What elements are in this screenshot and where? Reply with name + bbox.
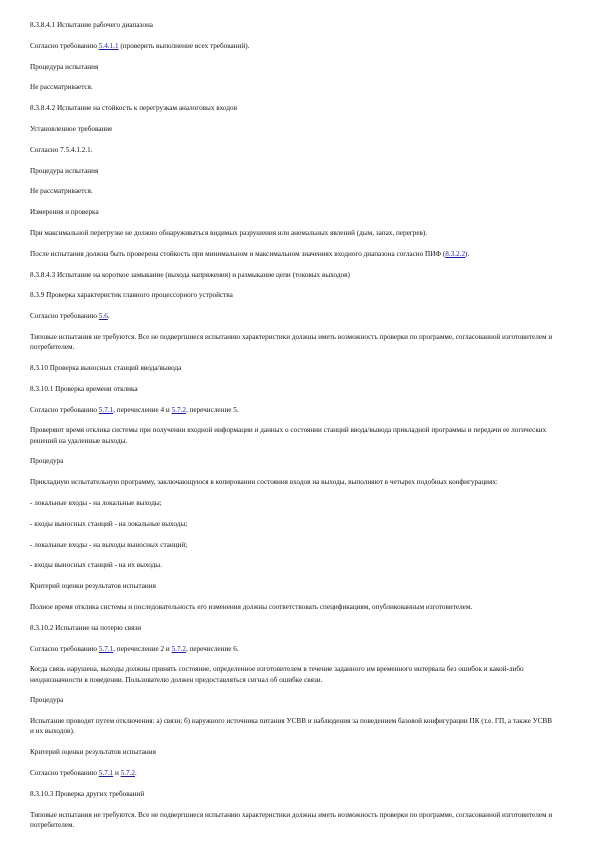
paragraph-not-considered: Не рассматривается. — [30, 83, 93, 92]
text: Согласно требованию — [30, 405, 99, 414]
subheading-procedure: Процедура испытания — [30, 62, 99, 71]
list-item: - входы выносных станций - на локальные выходы; — [30, 519, 188, 528]
link-5-7-1[interactable]: 5.7.1 — [98, 405, 114, 414]
text: Согласно требованию — [30, 41, 99, 50]
text: ). — [465, 249, 470, 258]
subheading-procedure: Процедура — [30, 457, 64, 466]
paragraph-overload: При максимальной перегрузке не должно обнаруживаться видимых разрушения или аномальных явлений (дым, запах, перегрев). — [30, 228, 428, 237]
subheading-criteria: Критерий оценки результатов испытания — [30, 748, 156, 757]
section-heading-8-3-8-4-1: 8.3.8.4.1 Испытание рабочего диапазона — [30, 21, 153, 29]
link-5-7-1[interactable]: 5.7.1 — [98, 644, 114, 653]
text: Согласно требованию — [30, 644, 99, 653]
text: и — [113, 768, 121, 777]
section-heading-8-3-9: 8.3.9 Проверка характеристик главного процессорного устройства — [30, 291, 233, 300]
section-heading-8-3-10-2: 8.3.10.2 Испытание на потерю связи — [30, 623, 142, 632]
paragraph-link-broken: Когда связь нарушена, выходы должны принять состояние, определенное изготовителем в течение заданного им временного интервала без ошибок и какой-либо неоднозначности в поведении. Пользователю должен предоставляться сигнал об ошибке связи. — [30, 665, 524, 684]
text: Согласно требованию — [30, 768, 99, 777]
subheading-criteria: Критерий оценки результатов испытания — [30, 582, 156, 591]
subheading-measurement-check: Измерения и проверка — [30, 208, 99, 217]
text: , перечисление 4 и — [113, 405, 172, 414]
paragraph-according-7-5-4-1-2-1: Согласно 7.5.4.1.2.1. — [30, 145, 93, 154]
subheading-procedure: Процедура — [30, 696, 64, 705]
list-item: - входы выносных станций - на их выходы. — [30, 561, 162, 570]
text: , перечисление 6. — [185, 644, 239, 653]
list-item: - локальные входы - на локальные выходы; — [30, 498, 162, 507]
link-5-6[interactable]: 5.6 — [98, 312, 108, 321]
section-heading-8-3-8-4-2: 8.3.8.4.2 Испытание на стойкость к перегрузкам аналоговых входов — [30, 104, 238, 113]
link-5-7-2[interactable]: 5.7.2 — [171, 405, 186, 414]
text: , перечисление 2 и — [113, 644, 172, 653]
paragraph-full-time: Полное время отклика системы и последовательность его изменения должны соответствовать спецификациям, опубликованным изготовителем. — [30, 602, 473, 611]
text: (проверить выполнение всех требований). — [118, 41, 250, 50]
section-heading-8-3-8-4-3: 8.3.8.4.3 Испытание на короткое замыкание (выхода напряжения) и размыкание цепи (токовых выходов) — [30, 270, 350, 279]
text: . — [107, 312, 110, 321]
section-heading-8-3-10-1: 8.3.10.1 Проверка времени отклика — [30, 384, 138, 393]
link-8-3-2-2[interactable]: 8.3.2.2 — [445, 249, 466, 258]
paragraph-response-check: Проверяют время отклика системы при получении входной информации и данных о состоянии станций ввода/вывода прикладной программы и передачи ее логических решений на удаленные выходы. — [30, 426, 547, 445]
text: Согласно требованию — [30, 312, 99, 321]
paragraph-requirement-5-7-1-b — [30, 644, 557, 654]
text: После испытания должна быть проверена стойкость при минимальном и максимальном значениях входного диапазона согласно ПИФ ( — [30, 249, 446, 258]
link-5-7-2[interactable]: 5.7.2 — [120, 768, 135, 777]
link-5-4-1-1[interactable]: 5.4.1.1 — [98, 41, 119, 50]
paragraph-requirement-5-4-1-1 — [30, 41, 557, 51]
section-heading-8-3-10-3: 8.3.10.3 Проверка других требований — [30, 789, 145, 798]
list-item: - локальные входы - на выходы выносных станций; — [30, 540, 188, 549]
link-5-7-2[interactable]: 5.7.2 — [171, 644, 186, 653]
paragraph-requirement-final — [30, 768, 557, 778]
paragraph-disconnect-test: Испытание проводят путем отключения: а) связи; б) наружного источника питания УСВВ и наблюдения за поведением базовой конфигурации ПК (т.е. ГП, а также УСВВ и их выходов). — [30, 717, 553, 736]
subheading-established-requirement: Установленное требование — [30, 124, 113, 133]
link-5-7-1[interactable]: 5.7.1 — [98, 768, 114, 777]
paragraph-typical-tests: Типовые испытания не требуются. Все не подвергшиеся испытанию характеристики должны иметь возможность проверки по программе, согласованной изготовителем и потребителем. — [30, 810, 553, 829]
text: . — [135, 768, 137, 777]
subheading-procedure: Процедура испытания — [30, 166, 99, 175]
section-heading-8-3-10: 8.3.10 Проверка выносных станций ввода/вывода — [30, 363, 182, 372]
paragraph-requirement-5-6 — [30, 311, 557, 321]
paragraph-not-considered: Не рассматривается. — [30, 187, 93, 196]
paragraph-requirement-5-7-1 — [30, 405, 557, 415]
paragraph-typical-tests: Типовые испытания не требуются. Все не подвергшиеся испытанию характеристики должны иметь возможность проверки по программе, согласованной изготовителем и потребителем. — [30, 332, 553, 352]
paragraph-after-test — [30, 249, 557, 259]
paragraph-apply-program: Прикладную испытательную программу, заключающуюся в копировании состояния входов на выходы, выполняют в четырех подобных конфигурациях: — [30, 478, 498, 487]
text: , перечисление 5. — [185, 405, 239, 414]
